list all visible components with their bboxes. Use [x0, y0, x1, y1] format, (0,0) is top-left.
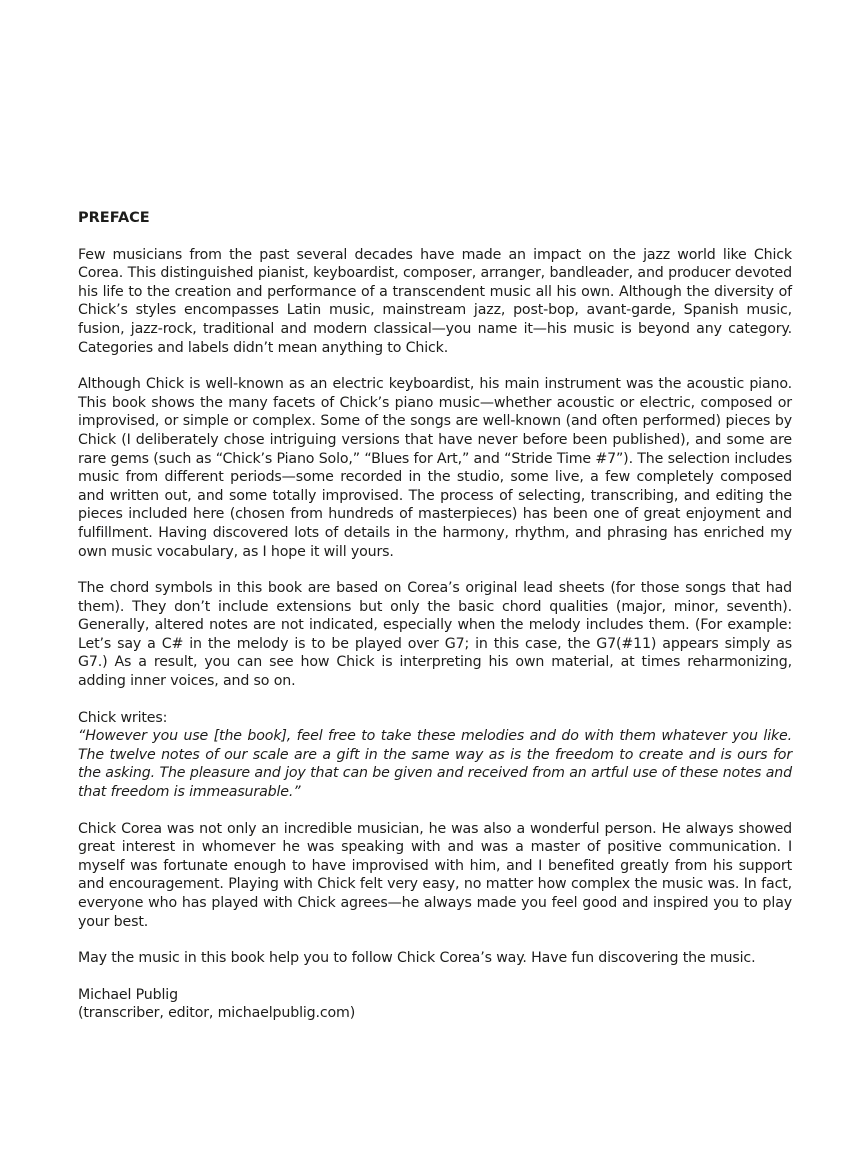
quote-intro: Chick writes:: [78, 709, 168, 726]
quote-text: “However you use [the book], feel free to take these melodies and do with them whatever you like. The twelve notes of our scale are a gift in the same way as is the freedom to create and is ours for the asking. The pleasure and joy that can be given and received from an artful use of these notes and that freedom is immeasurable.”: [78, 728, 792, 801]
paragraph-tribute: Chick Corea was not only an incredible musician, he was also a wonderful person. He always showed great interest in whomever he was speaking with and was a master of positive communication. I myself was fortunate enough to have improvised with him, and I benefited greatly from his support and encouragement. Playing with Chick felt very easy, no matter how complex the music was. In fact, everyone who has played with Chick agrees—he always made you feel good and inspired you to play your best.: [78, 820, 792, 930]
paragraph-intro: Few musicians from the past several decades have made an impact on the jazz world like Chick Corea. This distinguished pianist, keyboardist, composer, arranger, bandleader, and producer devoted his life to the creation and performance of a transcendent music all his own. Although the diversity of Chick’s styles encompasses Latin music, mainstream jazz, post-bop, avant-garde, Spanish music, fusion, jazz-rock, traditional and modern classical—you name it—his music is beyond any category. Categories and labels didn’t mean anything to Chick.: [78, 246, 792, 356]
paragraph-chord-symbols: The chord symbols in this book are based on Corea’s original lead sheets (for those songs that had them). They don’t include extensions but only the basic chord qualities (major, minor, seventh). Generally, altered notes are not indicated, especially when the melody includes them. (For example: Let’s say a C# in the melody is to be played over G7; in this case, the G7(#11) appears simply as G7.) As a result, you can see how Chick is interpreting his own material, at times reharmonizing, adding inner voices, and so on.: [78, 580, 792, 690]
paragraph-instrument: Although Chick is well-known as an electric keyboardist, his main instrument was the acoustic piano. This book shows the many facets of Chick’s piano music—whether acoustic or electric, composed or improvised, or simple or complex. Some of the songs are well-known (and often performed) pieces by Chick (I deliberately chose intriguing versions that have never before been published), and some are rare gems (such as “Chick’s Piano Solo,” “Blues for Art,” and “Stride Time #7”). The selection includes music from different periods—some recorded in the studio, some live, a few completely composed and written out, and some totally improvised. The process of selecting, transcribing, and editing the pieces included here (chosen from hundreds of masterpieces) has been one of great enjoyment and fulfillment. Having discovered lots of details in the harmony, rhythm, and phrasing has enriched my own music vocabulary, as I hope it will yours.: [78, 376, 792, 560]
signature-block: [78, 986, 792, 1023]
signature-role: (transcriber, editor, michaelpublig.com): [78, 1005, 356, 1022]
preface-page: [78, 209, 792, 1023]
page-title: PREFACE: [78, 210, 150, 226]
signature-name: Michael Publig: [78, 986, 178, 1003]
paragraph-closing: May the music in this book help you to follow Chick Corea’s way. Have fun discovering the music.: [78, 950, 756, 967]
